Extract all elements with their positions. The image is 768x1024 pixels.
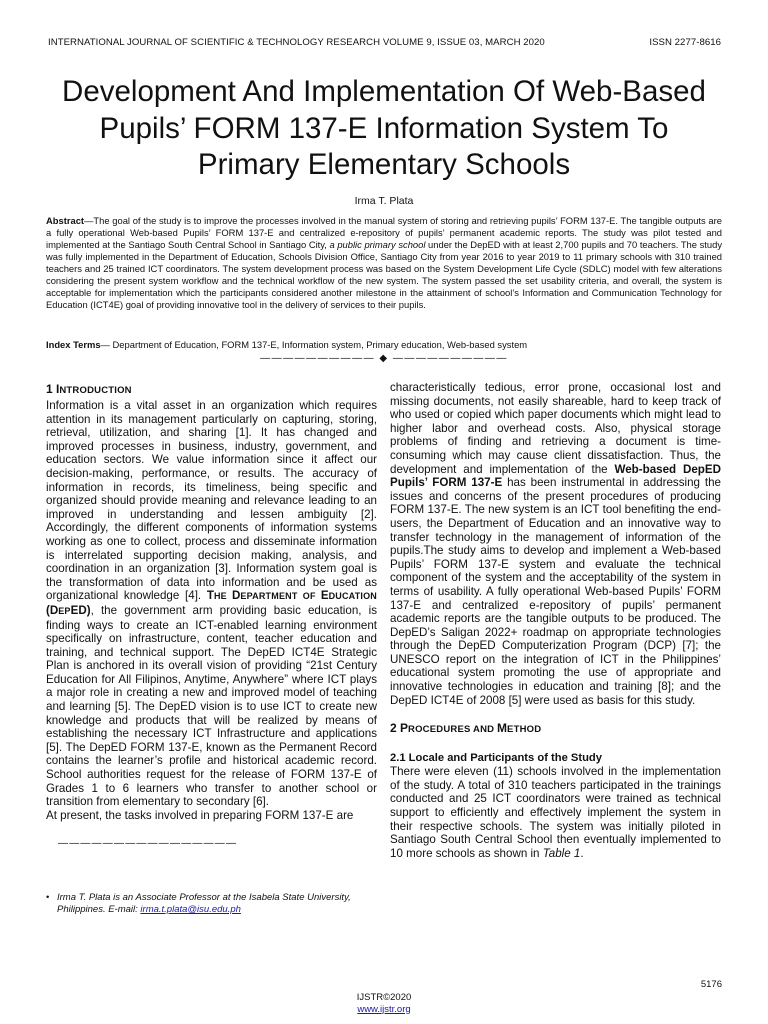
section-2-p1-b: . (580, 846, 584, 860)
author-name: Irma T. Plata (354, 195, 414, 207)
abstract (46, 215, 722, 311)
deped-epartment: EPARTMENT OF (240, 591, 321, 602)
table-1-ref: Table 1 (542, 846, 581, 860)
abstract-text-b: under the DepED with at least 2,700 pupils and 70 teachers. The study was fully implemented in the Department of Education, Schools Division Office, Santiago City from year 2016 to year 2019 to 11 primary schools with 310 trained teachers and 25 trained ICT coordinators. The system development process was based on the System Development Life Cycle (SDLC) model with few alterations considering the present system workflow and the technical workflow of the new system. The system passed the set usability criteria, and overall, the system is acceptable for implementation which the participants considered another milestone in the attainment of school’s Information and Communication Technology for Education (ICT4E) goal of providing innovative tool in the delivery of services to their pupils. (46, 238, 723, 310)
section-2-rest-1: ROCEDURES AND (408, 724, 498, 736)
right-p1-b: has been instrumental in addressing the issues and concerns of the present procedures of producing FORM 137-E. The new system is an ICT tool benefiting the end-users, the Department of Education and an innovative way to transfer technology in the management of information of the pupils.The study aims to develop and implement a Web-based Pupils’ FORM 137-E system and evaluate the technical component of the system and the acceptability of the system in terms of usability. A fully operational Web-based Pupils’ FORM 137-E and centralized e-repository of pupils’ permanent academic reports are the tangible outputs to be produced. The DepED’s Saligan 2022+ roadmap on appropriate technologies through the DepED Computerization Program (DCP) [7]; the UNESCO report on the integration of ICT in the Philippines’ educational system promoting the use of appropriate and innovative technologies in education and training [8]; and the DepED ICT4E of 2008 [5] were used as basis for this study. (390, 476, 721, 707)
section-2-p1-a: There were eleven (11) schools involved in the implementation of the study. A total of 310 teachers participated in the trainings conducted and 25 ICT coordinators were trained as technical support to efficiently and effectively implement the system in their respective schools. The system was initially piloted in Santiago South Central School then eventually implemented to 10 more schools as shown in (390, 765, 721, 860)
deped-e: E (320, 589, 329, 603)
deped-ducation: DUCATION (328, 591, 377, 602)
footnote-bullet: • (46, 892, 50, 903)
title-line-3: Primary Elementary Schools (197, 148, 571, 181)
subsection-2-1-heading: 2.1 Locale and Participants of the Study (390, 752, 602, 765)
right-paragraph-1 (390, 381, 721, 707)
section-separator: —————————— ◆ —————————— (260, 353, 508, 364)
abstract-italic: a public primary school (329, 238, 426, 250)
deped-d: D (232, 589, 241, 603)
footer-copyright: IJSTR©2020 (356, 992, 412, 1003)
index-terms-label: Index Terms (46, 339, 101, 350)
section-2-first-letter-2: M (497, 721, 508, 736)
section-2-number: 2 (390, 721, 401, 736)
section-1-p1-a: Information is a vital asset in an organization which requires attention in its management particularly on capturing, storing, retrieval, utilization, and sharing [1]. It has changed and improved processes in business, industry, government, and education sectors. We value information since it affect our decision-making, performance, or results. The accuracy of information in records, its timeliness, being specific and organized should provide meaning and relevance leading to an improved in understanding and lessen ambiguity [2]. Accordingly, the different components of information systems working as one to collect, process and disseminate information is interrelated supporting decision making, analysis, and coordination in an organization [3]. Information system goal is the transformation of data into information and be used as organizational knowledge [4]. (46, 399, 377, 603)
section-1-heading (46, 381, 377, 399)
footnote-text (46, 892, 377, 916)
section-1-number: 1 (46, 382, 57, 396)
running-header (48, 37, 721, 51)
author-email-link[interactable]: irma.t.plata@isu.edu.ph (140, 904, 241, 915)
paper-title (30, 74, 738, 184)
section-1-first-letter: I (56, 382, 60, 396)
abstract-label: Abstract (46, 215, 85, 226)
deped-he: HE (213, 591, 233, 602)
section-1-paragraph-2: At present, the tasks involved in preparing FORM 137-E are (46, 808, 354, 822)
right-p1-bold: Web-based DepED Pupils’ FORM 137-E (390, 462, 721, 490)
index-terms (46, 339, 722, 351)
title-line-2: Pupils’ FORM 137-E Information System To (99, 111, 669, 145)
index-terms-dash: — (100, 339, 113, 350)
section-2-first-letter: P (400, 721, 409, 736)
deped-ep: EP (58, 605, 71, 616)
page-number: 5176 (700, 979, 722, 990)
page-footer (0, 992, 768, 1015)
issn: ISSN 2277-8616 (649, 37, 721, 48)
right-p1-a: characteristically tedious, error prone, occasional lost and missing documents, not easily shareable, hard to keep track of who used or copied which paper documents which might lead to higher labor and overhead costs. Also, physical storage problems of finding and retrieving a document is time-consuming which may cause client dissatisfaction. Thus, the development and implementation of the (390, 381, 721, 476)
title-line-1: Development And Implementation Of Web-Based (62, 75, 706, 108)
footnote-body: Irma T. Plata is an Associate Professor at the Isabela State University, Philippines. E-mail: (57, 892, 351, 915)
deped-paren-d: (D (46, 603, 59, 617)
index-terms-text: Department of Education, FORM 137-E, Information system, Primary education, Web-based system (112, 339, 528, 350)
section-1-p1-b: , the government arm providing basic education, is finding ways to create an ICT-enabled learning environment specifically on infrastructure, content, teacher education and training, and technical support. The DepED ICT4E Strategic Plan is anchored in its overall vision of providing “21st Century Education for All Filipinos, Anytime, Anywhere” where ICT plays a major role in creating a new and improved model of teaching and learning [5]. The DepED vision is to use ICT to create new knowledge and products that will be realized by means of establishing the necessary ICT Infrastructure and applications [5]. The DepED FORM 137-E, known as the Permanent Record contains the learner’s profile and historical academic record. School authorities request for the release of FORM 137-E of Grades 1 to 6 learners who transfer to another school or transition from elementary to secondary [6]. (46, 603, 377, 809)
footnote-rule: ———————————————— (58, 838, 238, 849)
right-column (390, 381, 721, 860)
abstract-text-a: The goal of the study is to improve the processes involved in the manual system of storing and retrieving pupils’ FORM 137-E. The tangible outputs are a fully operational Web-based Pupils’ FORM 137-E and centralized e-repository of pupils’ permanent academic reports. The study was pilot tested and implemented at the Santiago South Central School in Santiago City, (46, 215, 722, 250)
section-1-rest: NTRODUCTION (59, 385, 132, 396)
section-1-paragraph-1 (46, 399, 377, 809)
author-footnote (46, 892, 377, 916)
left-column (46, 381, 377, 822)
section-2-rest-2: ETHOD (507, 724, 542, 736)
deped-t: T (206, 589, 214, 603)
section-2-heading (390, 720, 721, 738)
section-2-paragraph-1 (390, 765, 721, 860)
deped-ed: ED) (70, 603, 91, 617)
journal-name: INTERNATIONAL JOURNAL OF SCIENTIFIC & TECHNOLOGY RESEARCH VOLUME 9, ISSUE 03, MARCH 2020 (48, 37, 545, 48)
footer-url-link[interactable]: www.ijstr.org (357, 1003, 411, 1015)
abstract-dash: — (84, 215, 94, 226)
